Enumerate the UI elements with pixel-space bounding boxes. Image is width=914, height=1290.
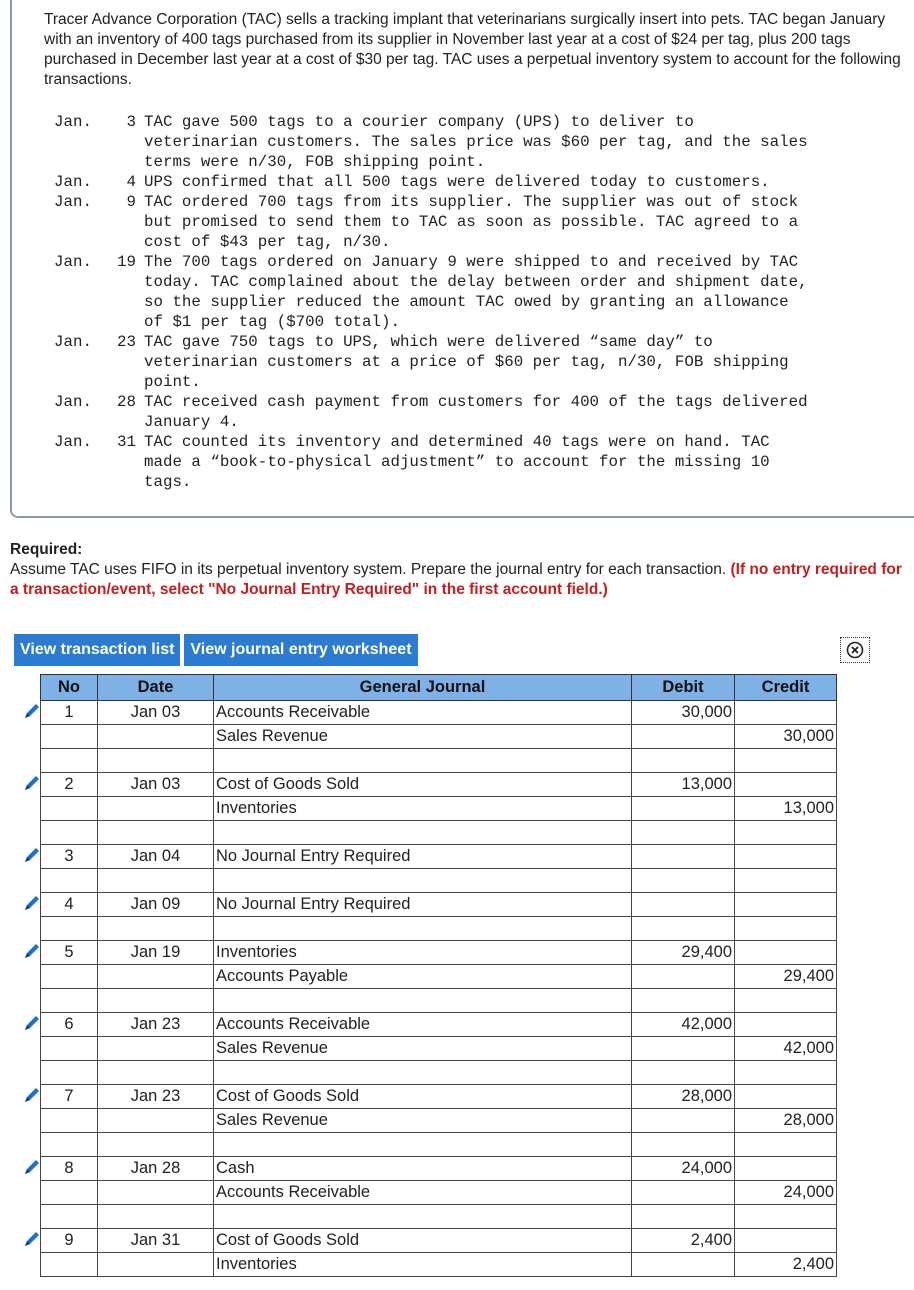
account-cell[interactable]	[214, 917, 632, 941]
credit-cell[interactable]	[735, 1229, 837, 1253]
header-debit: Debit	[632, 675, 735, 701]
row-date: Jan 04	[98, 845, 214, 869]
credit-cell[interactable]	[735, 821, 837, 845]
required-heading: Required:	[10, 541, 83, 558]
transaction-list	[54, 112, 914, 492]
credit-cell[interactable]	[735, 917, 837, 941]
debit-cell[interactable]: 13,000	[632, 773, 735, 797]
transaction-month: Jan.	[54, 333, 92, 351]
transaction-item	[54, 332, 914, 392]
pencil-icon[interactable]	[22, 773, 42, 793]
row-no: 7	[41, 1085, 98, 1109]
row-date: Jan 23	[98, 1085, 214, 1109]
transaction-item	[54, 392, 914, 432]
header-general-journal: General Journal	[214, 675, 632, 701]
debit-cell[interactable]	[632, 1133, 735, 1157]
credit-cell[interactable]	[735, 773, 837, 797]
row-no	[41, 869, 98, 893]
general-journal-table	[40, 674, 837, 1277]
transaction-month: Jan.	[54, 253, 92, 271]
debit-cell[interactable]: 29,400	[632, 941, 735, 965]
row-date: Jan 31	[98, 1229, 214, 1253]
row-date	[98, 1061, 214, 1085]
credit-cell[interactable]	[735, 1157, 837, 1181]
transaction-text: UPS confirmed that all 500 tags were delivered today to customers.	[144, 173, 770, 191]
journal-row	[41, 1085, 837, 1109]
row-date	[98, 917, 214, 941]
journal-row	[41, 1181, 837, 1205]
pencil-icon[interactable]	[22, 941, 42, 961]
row-no: 4	[41, 893, 98, 917]
debit-cell[interactable]: 2,400	[632, 1229, 735, 1253]
journal-row	[41, 1109, 837, 1133]
debit-cell[interactable]	[632, 797, 735, 821]
account-cell[interactable]: No Journal Entry Required	[214, 845, 632, 869]
debit-cell[interactable]	[632, 869, 735, 893]
account-cell[interactable]	[214, 821, 632, 845]
credit-cell[interactable]: 13,000	[735, 797, 837, 821]
pencil-icon[interactable]	[22, 1157, 42, 1177]
transaction-month: Jan.	[54, 113, 92, 131]
transaction-item	[54, 252, 914, 332]
problem-intro: Tracer Advance Corporation (TAC) sells a tracking implant that veterinarians surgically insert into pets. TAC began January with an inventory of 400 tags purchased from its supplier in November last year at a cost of $24 per tag, plus 200 tags purchased in December last year at a cost of $30 per tag. TAC uses a perpetual inventory system to account for the following transactions.	[44, 11, 901, 88]
transaction-month: Jan.	[54, 173, 92, 191]
row-no	[41, 797, 98, 821]
debit-cell[interactable]: 30,000	[632, 701, 735, 725]
account-cell[interactable]: Accounts Receivable	[214, 1013, 632, 1037]
row-no	[41, 1253, 98, 1277]
row-no: 3	[41, 845, 98, 869]
journal-row	[41, 1037, 837, 1061]
row-date	[98, 749, 214, 773]
debit-cell[interactable]	[632, 749, 735, 773]
credit-cell[interactable]	[735, 1085, 837, 1109]
credit-cell[interactable]	[735, 989, 837, 1013]
transaction-day: 4	[126, 173, 136, 191]
account-cell[interactable]	[214, 1061, 632, 1085]
account-cell[interactable]: Inventories	[214, 941, 632, 965]
header-date: Date	[98, 675, 214, 701]
transaction-day: 19	[117, 253, 136, 271]
row-no	[41, 1061, 98, 1085]
account-cell[interactable]: Sales Revenue	[214, 725, 632, 749]
journal-row	[41, 1205, 837, 1229]
journal-row	[41, 1061, 837, 1085]
journal-row	[41, 917, 837, 941]
credit-cell[interactable]	[735, 845, 837, 869]
debit-cell[interactable]	[632, 1181, 735, 1205]
journal-row	[41, 773, 837, 797]
credit-cell[interactable]	[735, 1133, 837, 1157]
debit-cell[interactable]	[632, 1253, 735, 1277]
row-date: Jan 03	[98, 701, 214, 725]
pencil-icon[interactable]	[22, 1013, 42, 1033]
credit-cell[interactable]: 2,400	[735, 1253, 837, 1277]
account-cell[interactable]: Sales Revenue	[214, 1037, 632, 1061]
transaction-text: TAC received cash payment from customers for 400 of the tags delivered January 4.	[144, 393, 808, 431]
transaction-day: 31	[117, 433, 136, 451]
journal-row	[41, 845, 837, 869]
row-no	[41, 1181, 98, 1205]
transaction-day: 9	[126, 193, 136, 211]
account-cell[interactable]: No Journal Entry Required	[214, 893, 632, 917]
row-date	[98, 1037, 214, 1061]
view-journal-entry-worksheet-button[interactable]: View journal entry worksheet	[184, 634, 417, 666]
transaction-item	[54, 432, 914, 492]
row-date	[98, 821, 214, 845]
account-cell[interactable]: Accounts Receivable	[214, 1181, 632, 1205]
credit-cell[interactable]	[735, 749, 837, 773]
debit-cell[interactable]: 42,000	[632, 1013, 735, 1037]
row-date: Jan 28	[98, 1157, 214, 1181]
transaction-text: TAC ordered 700 tags from its supplier. The supplier was out of stock but promised to send them to TAC as soon as possible. TAC agreed to a cost of $43 per tag, n/30.	[144, 193, 799, 251]
account-cell[interactable]: Sales Revenue	[214, 1109, 632, 1133]
row-date	[98, 989, 214, 1013]
credit-cell[interactable]: 29,400	[735, 965, 837, 989]
journal-row	[41, 1253, 837, 1277]
account-cell[interactable]: Cost of Goods Sold	[214, 1085, 632, 1109]
row-no: 6	[41, 1013, 98, 1037]
close-button[interactable]	[840, 637, 870, 663]
credit-cell[interactable]: 42,000	[735, 1037, 837, 1061]
credit-cell[interactable]: 28,000	[735, 1109, 837, 1133]
row-no	[41, 917, 98, 941]
row-no	[41, 1109, 98, 1133]
row-no: 9	[41, 1229, 98, 1253]
row-no	[41, 965, 98, 989]
row-no	[41, 1037, 98, 1061]
credit-cell[interactable]	[735, 941, 837, 965]
transaction-text: TAC gave 500 tags to a courier company (UPS) to deliver to veterinarian customers. The sales price was $60 per tag, and the sales terms were n/30, FOB shipping point.	[144, 113, 808, 171]
debit-cell[interactable]	[632, 725, 735, 749]
journal-row	[41, 797, 837, 821]
row-date	[98, 1181, 214, 1205]
credit-cell[interactable]	[735, 701, 837, 725]
debit-cell[interactable]	[632, 965, 735, 989]
row-date	[98, 797, 214, 821]
journal-row	[41, 821, 837, 845]
row-date: Jan 19	[98, 941, 214, 965]
account-cell[interactable]	[214, 749, 632, 773]
row-date: Jan 23	[98, 1013, 214, 1037]
account-cell[interactable]: Cost of Goods Sold	[214, 773, 632, 797]
header-credit: Credit	[735, 675, 837, 701]
debit-cell[interactable]	[632, 1037, 735, 1061]
journal-row	[41, 893, 837, 917]
row-no: 1	[41, 701, 98, 725]
debit-cell[interactable]: 28,000	[632, 1085, 735, 1109]
transaction-day: 28	[117, 393, 136, 411]
account-cell[interactable]: Cash	[214, 1157, 632, 1181]
transaction-month: Jan.	[54, 393, 92, 411]
transaction-text: The 700 tags ordered on January 9 were shipped to and received by TAC today. TAC complained about the delay between order and shipment date, so the supplier reduced the amount TAC owed by granting an allowance of $1 per tag ($700 total).	[144, 253, 808, 331]
row-no	[41, 989, 98, 1013]
row-no	[41, 725, 98, 749]
debit-cell[interactable]	[632, 917, 735, 941]
debit-cell[interactable]	[632, 989, 735, 1013]
row-date: Jan 03	[98, 773, 214, 797]
credit-cell[interactable]: 24,000	[735, 1181, 837, 1205]
transaction-text: TAC gave 750 tags to UPS, which were delivered “same day” to veterinarian customers at a price of $60 per tag, n/30, FOB shipping point.	[144, 333, 789, 391]
header-no: No	[41, 675, 98, 701]
journal-row	[41, 1229, 837, 1253]
journal-row	[41, 701, 837, 725]
pencil-icon[interactable]	[22, 1085, 42, 1105]
row-date	[98, 725, 214, 749]
close-circle-icon	[846, 641, 864, 659]
pencil-icon[interactable]	[22, 845, 42, 865]
row-no: 8	[41, 1157, 98, 1181]
debit-cell[interactable]	[632, 893, 735, 917]
journal-row	[41, 1013, 837, 1037]
row-no	[41, 749, 98, 773]
journal-row	[41, 1157, 837, 1181]
debit-cell[interactable]: 24,000	[632, 1157, 735, 1181]
debit-cell[interactable]	[632, 1109, 735, 1133]
journal-row	[41, 1133, 837, 1157]
account-cell[interactable]: Inventories	[214, 797, 632, 821]
debit-cell[interactable]	[632, 1205, 735, 1229]
account-cell[interactable]: Accounts Receivable	[214, 701, 632, 725]
debit-cell[interactable]	[632, 821, 735, 845]
transaction-item	[54, 112, 914, 172]
account-cell[interactable]: Inventories	[214, 1253, 632, 1277]
account-cell[interactable]	[214, 1133, 632, 1157]
row-date	[98, 1109, 214, 1133]
account-cell[interactable]: Cost of Goods Sold	[214, 1229, 632, 1253]
transaction-item	[54, 172, 914, 192]
journal-row	[41, 965, 837, 989]
credit-cell[interactable]	[735, 1061, 837, 1085]
row-date	[98, 1205, 214, 1229]
required-section	[10, 540, 914, 600]
credit-cell[interactable]	[735, 1013, 837, 1037]
journal-row	[41, 749, 837, 773]
transaction-day: 23	[117, 333, 136, 351]
account-cell[interactable]	[214, 1205, 632, 1229]
credit-cell[interactable]	[735, 893, 837, 917]
pencil-icon[interactable]	[22, 701, 42, 721]
account-cell[interactable]	[214, 989, 632, 1013]
credit-cell[interactable]	[735, 1205, 837, 1229]
row-date	[98, 1133, 214, 1157]
row-date: Jan 09	[98, 893, 214, 917]
row-date	[98, 869, 214, 893]
journal-row	[41, 725, 837, 749]
transaction-month: Jan.	[54, 433, 92, 451]
transaction-item	[54, 192, 914, 252]
row-no	[41, 1205, 98, 1229]
journal-row	[41, 989, 837, 1013]
pencil-icon[interactable]	[22, 893, 42, 913]
row-no	[41, 821, 98, 845]
journal-row	[41, 941, 837, 965]
credit-cell[interactable]: 30,000	[735, 725, 837, 749]
transaction-text: TAC counted its inventory and determined 40 tags were on hand. TAC made a “book-to-physical adjustment” to account for the missing 10 tags.	[144, 433, 770, 491]
required-text: Assume TAC uses FIFO in its perpetual inventory system. Prepare the journal entry for each transaction.	[10, 561, 731, 578]
view-transaction-list-button[interactable]: View transaction list	[14, 634, 180, 666]
account-cell[interactable]	[214, 869, 632, 893]
pencil-icon[interactable]	[22, 1229, 42, 1249]
row-no: 5	[41, 941, 98, 965]
required-note: (If no entry required for a transaction/event, select "No Journal Entry Required" in the first account field.)	[10, 561, 902, 598]
row-date	[98, 965, 214, 989]
transaction-day: 3	[126, 113, 136, 131]
worksheet-tabs	[14, 634, 418, 666]
debit-cell[interactable]	[632, 1061, 735, 1085]
debit-cell[interactable]	[632, 845, 735, 869]
row-no	[41, 1133, 98, 1157]
row-no: 2	[41, 773, 98, 797]
transaction-month: Jan.	[54, 193, 92, 211]
credit-cell[interactable]	[735, 869, 837, 893]
journal-row	[41, 869, 837, 893]
account-cell[interactable]: Accounts Payable	[214, 965, 632, 989]
row-date	[98, 1253, 214, 1277]
journal-header-row	[41, 675, 837, 701]
